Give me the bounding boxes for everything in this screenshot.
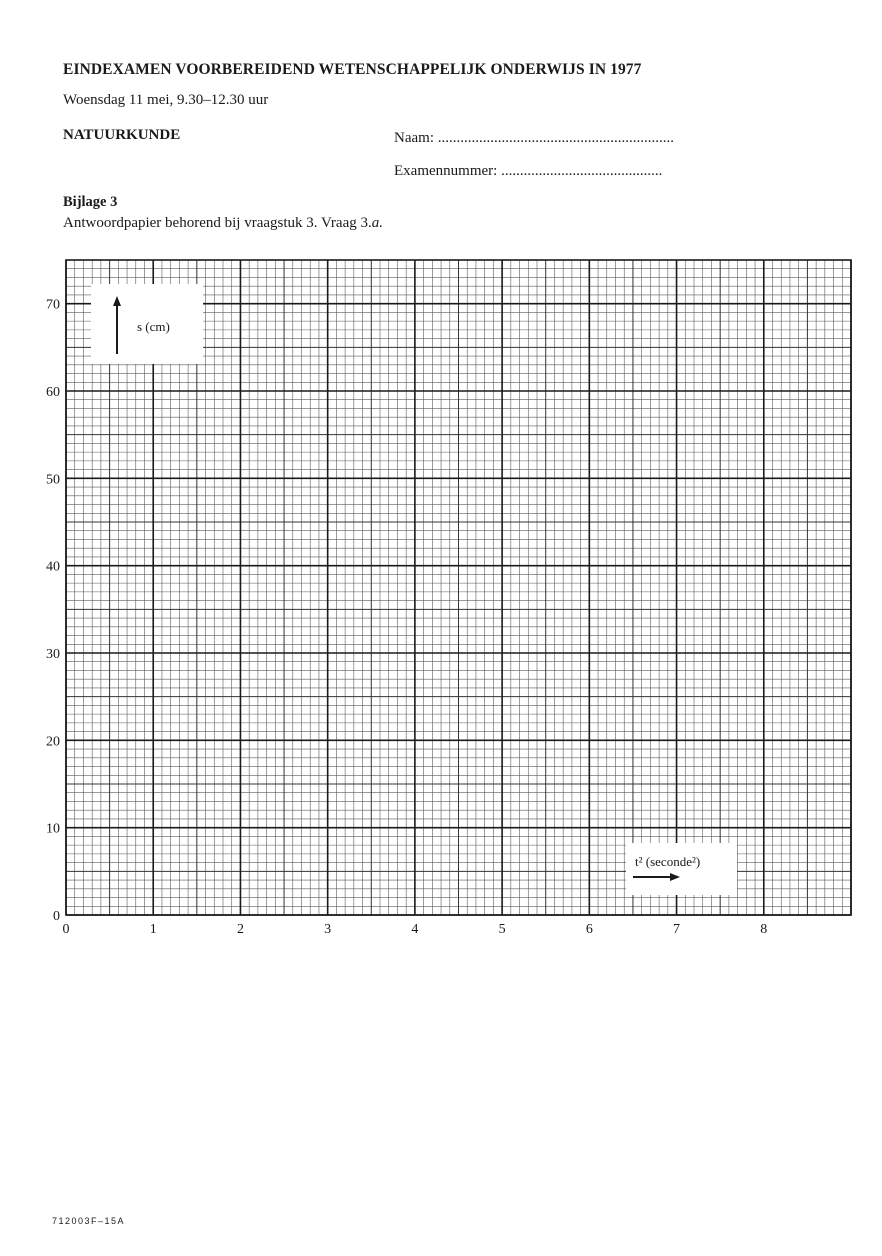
x-tick-label: 6 <box>585 922 593 937</box>
name-label: Naam: <box>394 130 434 146</box>
exam-date-time: Woensdag 11 mei, 9.30–12.30 uur <box>63 92 269 108</box>
instruction-text: Antwoordpapier behorend bij vraagstuk 3. Vraag 3. <box>63 215 372 231</box>
x-tick-label: 2 <box>236 922 244 937</box>
x-tick-label: 7 <box>673 922 681 937</box>
exam-title: EINDEXAMEN VOORBEREIDEND WETENSCHAPPELIJK ONDERWIJS IN 1977 <box>63 61 642 78</box>
y-tick-label: 30 <box>46 647 60 662</box>
exam-number-dotted-line[interactable]: ........................................... <box>501 163 663 179</box>
y-axis-label: s (cm) <box>137 319 170 334</box>
y-tick-label: 60 <box>46 385 60 400</box>
y-tick-label: 50 <box>46 472 60 488</box>
instruction-question: a. <box>371 215 383 231</box>
x-tick-label: 5 <box>498 922 506 937</box>
x-axis-tick-labels <box>63 922 768 937</box>
exam-subject: NATUURKUNDE <box>63 127 181 143</box>
y-tick-label: 40 <box>46 559 60 575</box>
y-tick-label: 10 <box>46 821 60 837</box>
y-tick-label: 0 <box>53 909 60 924</box>
y-axis-label-box <box>91 284 203 364</box>
x-axis-label-box <box>626 843 737 895</box>
x-tick-label: 3 <box>324 922 332 937</box>
exam-number-label: Examennummer: <box>394 163 498 179</box>
y-tick-label: 20 <box>46 734 60 750</box>
x-tick-label: 4 <box>411 922 419 937</box>
x-tick-label: 8 <box>760 922 768 937</box>
x-tick-label: 1 <box>149 922 157 937</box>
x-tick-label: 0 <box>62 922 70 937</box>
y-axis-tick-labels <box>46 298 60 924</box>
x-axis-label: t² (seconde²) <box>635 854 701 869</box>
appendix-title: Bijlage 3 <box>63 194 118 210</box>
y-tick-label: 70 <box>46 297 60 313</box>
name-dotted-line[interactable]: ............................................................... <box>437 130 674 146</box>
x-axis-label-background <box>626 843 737 895</box>
footer-code: 712003F–15A <box>52 1216 126 1226</box>
